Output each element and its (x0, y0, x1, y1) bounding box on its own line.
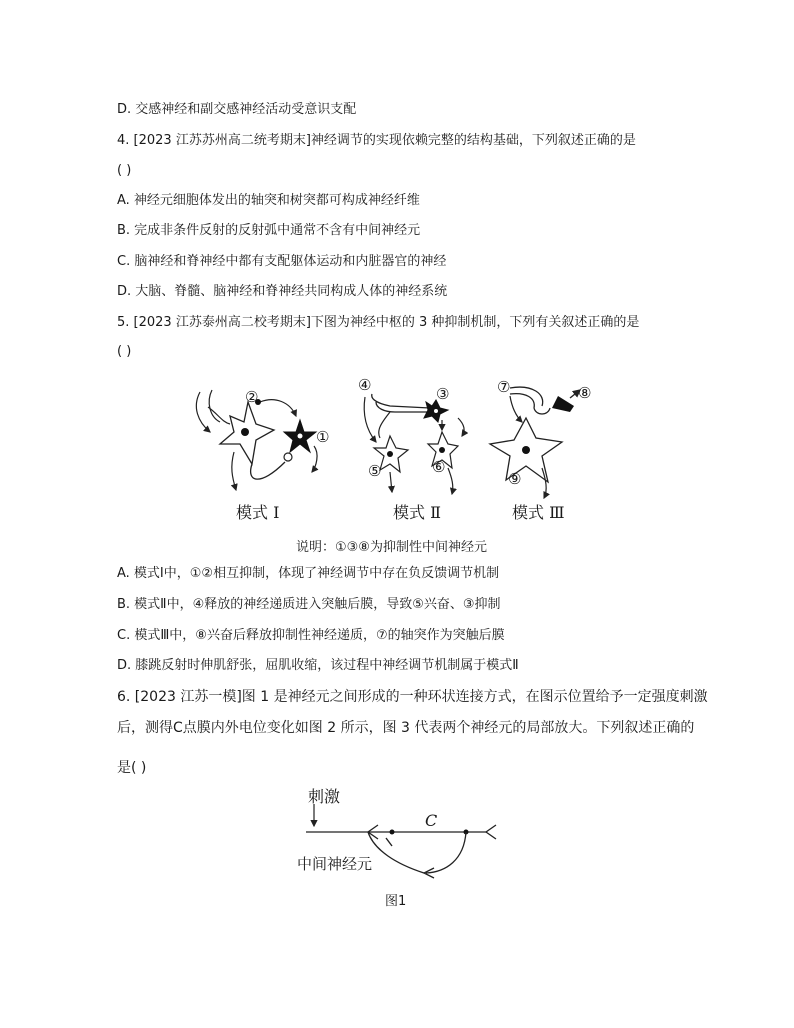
q4-option-d: D. 大脑、脊髓、脑神经和脊神经共同构成人体的神经系统 (117, 284, 448, 299)
label-n3: ③ (436, 385, 450, 403)
q5-option-b: B. 模式Ⅱ中，④释放的神经递质进入突触后膜，导致⑤兴奋、③抑制 (117, 597, 501, 612)
q5-stem: 5. [2023 江苏泰州高二校考期末]下图为神经中枢的 3 种抑制机制，下列有关叙述正确的是 (117, 315, 640, 330)
label-n4: ④ (358, 376, 372, 394)
label-n9: ⑨ (508, 470, 522, 488)
q4-option-b: B. 完成非条件反射的反射弧中通常不含有中间神经元 (117, 223, 421, 238)
q5-figure-note: 说明：①③⑧为抑制性中间神经元 (296, 540, 487, 555)
mode3-diagram (490, 387, 580, 498)
q5-answer-blank: ( ) (117, 344, 132, 359)
q6-stem-line1: 6. [2023 江苏一模]图 1 是神经元之间形成的一种环状连接方式，在图示位置给予一定强度刺激 (117, 689, 708, 705)
q4-option-c: C. 脑神经和脊神经中都有支配躯体运动和内脏器官的神经 (117, 254, 447, 269)
label-n5: ⑤ (368, 462, 382, 480)
label-n7: ⑦ (497, 378, 511, 396)
label-n2: ② (245, 388, 259, 406)
figure-1-caption: 图1 (385, 894, 407, 909)
q5-option-c: C. 模式Ⅲ中，⑧兴奋后释放抑制性神经递质，⑦的轴突作为突触后膜 (117, 628, 505, 643)
label-n8: ⑧ (578, 384, 592, 402)
q3-option-d: D. 交感神经和副交感神经活动受意识支配 (117, 102, 357, 117)
stimulus-label: 刺激 (308, 787, 341, 806)
label-n6: ⑥ (432, 458, 446, 476)
q6-stem-line2: 后，测得C点膜内外电位变化如图 2 所示，图 3 代表两个神经元的局部放大。下列叙述正确的 (117, 720, 695, 736)
label-n1: ① (316, 428, 330, 446)
q4-answer-blank: ( ) (117, 163, 132, 178)
mode2-label: 模式 Ⅱ (393, 503, 441, 522)
q4-stem: 4. [2023 江苏苏州高二统考期末]神经调节的实现依赖完整的结构基础，下列叙述正确的是 (117, 133, 636, 148)
q4-option-a: A. 神经元细胞体发出的轴突和树突都可构成神经纤维 (117, 193, 420, 208)
mode1-label: 模式 Ⅰ (236, 503, 280, 522)
q6-stem-line3: 是( ) (117, 760, 147, 776)
q5-option-a: A. 模式Ⅰ中，①②相互抑制，体现了神经调节中存在负反馈调节机制 (117, 566, 500, 581)
mode3-label: 模式 Ⅲ (512, 503, 565, 522)
q5-option-d: D. 膝跳反射时伸肌舒张，屈肌收缩，该过程中神经调节机制属于模式Ⅱ (117, 658, 519, 673)
point-c-label: C (425, 811, 438, 830)
interneuron-label: 中间神经元 (297, 855, 373, 873)
